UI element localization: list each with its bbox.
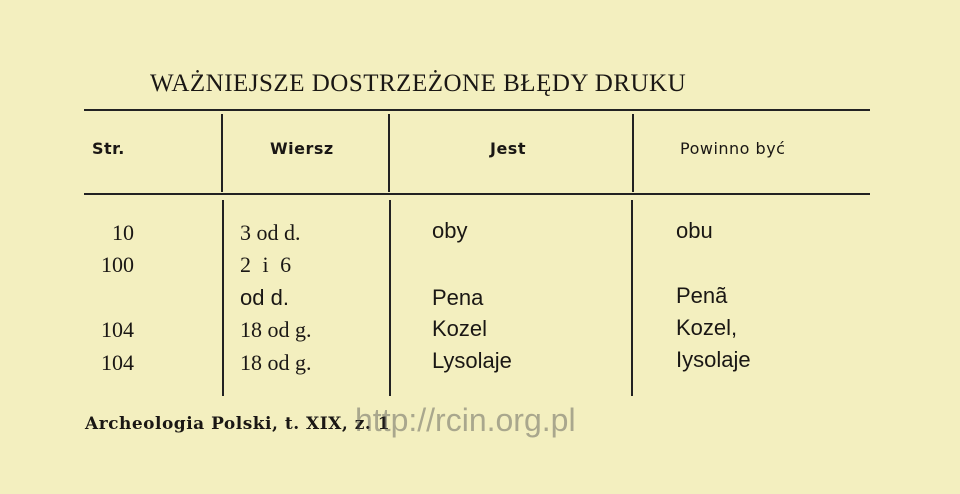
header-line: Wiersz — [270, 139, 334, 158]
column-divider-3 — [632, 114, 634, 192]
column-divider-1 — [221, 114, 223, 192]
page-title: WAŻNIEJSZE DOSTRZEŻONE BŁĘDY DRUKU — [150, 70, 687, 97]
header-page: Str. — [92, 139, 125, 158]
table-cell-line: 2 i 6 — [240, 252, 295, 277]
table-cell-page: 10 — [112, 220, 134, 245]
table-cell-is: oby — [432, 218, 468, 243]
table-cell-line: 18 od g. — [240, 317, 312, 342]
table-cell-line: 18 od g. — [240, 350, 312, 375]
table-cell-is: Lysolaje — [432, 348, 512, 373]
column-divider-1-body — [222, 200, 224, 396]
table-cell-should-be: Iysolaje — [676, 347, 751, 372]
table-cell-line: od d. — [240, 285, 289, 310]
header-should-be: Powinno być — [680, 139, 786, 158]
table-cell-page: 104 — [101, 317, 134, 342]
table-cell-page: 100 — [101, 252, 134, 277]
table-cell-line: 3 od d. — [240, 220, 301, 245]
header-bottom-rule — [84, 193, 870, 195]
column-divider-2-body — [389, 200, 391, 396]
table-cell-should-be: obu — [676, 218, 713, 243]
table-cell-is: Kozel — [432, 316, 488, 341]
column-divider-2 — [388, 114, 390, 192]
table-cell-should-be: Penã — [676, 283, 728, 308]
column-divider-3-body — [631, 200, 633, 396]
header-is: Jest — [490, 139, 526, 158]
table-top-rule — [84, 109, 870, 111]
source-citation: Archeologia Polski, t. XIX, z. 1 — [85, 414, 391, 434]
table-cell-should-be: Kozel, — [676, 315, 738, 340]
watermark-url[interactable]: http://rcin.org.pl — [355, 402, 576, 438]
table-cell-page: 104 — [101, 350, 134, 375]
table-cell-is: Pena — [432, 285, 484, 310]
